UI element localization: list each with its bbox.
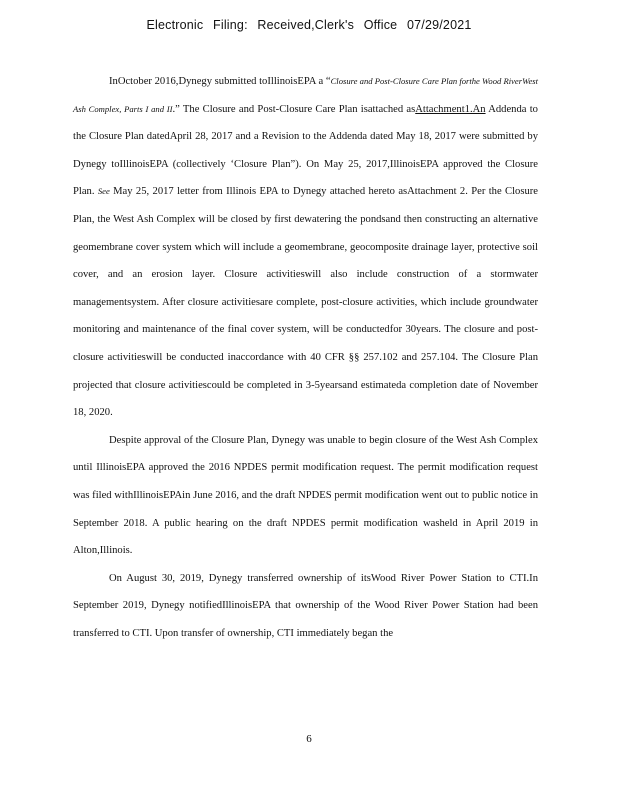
page-number: 6 <box>306 733 312 745</box>
paragraph-npdes-permit: Despite approval of the Closure Plan, Dynegy was unable to begin closure of the West Ash Complex until IllinoisEPA approved the 2016 NPDES permit modification request. The permit modification request was filed withIllinoisEPAin June 2016, and the draft NPDES permit modification went out to public notice in September 2018. A public hearing on the draft NPDES permit modification washeld in April 2019 in Alton,Illinois. <box>73 434 538 557</box>
p1-see-signal: See <box>97 186 110 197</box>
p1-plan-title: Closure and Post-Closure Care Plan forthe Wood RiverWest Ash Complex, Parts I and II <box>73 76 539 114</box>
paragraph-ownership-transfer: On August 30, 2019, Dynegy transferred ownership of itsWood River Power Station to CTI.In September 2019, Dynegy notifiedIllinoisEPA that ownership of the Wood River Power Station had been transferred to CTI. Upon transfer of ownership, CTI immediately began the <box>73 572 538 639</box>
p1-text-e: Addenda to the Closure Plan datedApril 28, 2017 and a Revision to the Addenda dated May 18, 2017 were submitted by Dynegy toIllinoisEPA (collectively ‘Closure Plan”). On May 25, 2017,IllinoisEPA approved the Closure Plan. <box>73 103 538 198</box>
p1-text-a: InOctober 2016,Dynegy submitted toIllinoisEPA a “ <box>109 76 331 87</box>
document-body <box>73 68 538 647</box>
filing-stamp-header: Electronic Filing: Received,Clerk's Office 07/29/2021 <box>146 18 472 32</box>
p1-text-c: .” The Closure and Post-Closure Care Plan isattached as <box>172 103 416 115</box>
p1-text-g: May 25, 2017 letter from Illinois EPA to Dynegy attached hereto asAttachment 2. Per the Closure Plan, the West Ash Complex will be closed by first dewatering the pondsand then constructing an alternative geomembrane cover system which will include a geomembrane, geocomposite drainage layer, protective soil cover, and an erosion layer. Closure activitieswill also include construction of a stormwater managementsystem. After closure activitiesare complete, post-closure activities, which include groundwater monitoring and maintenance of the final cover system, will be conductedfor 30years. The closure and post-closure activitieswill be conducted inaccordance with 40 CFR §§ 257.102 and 257.104. The Closure Plan projected that closure activitiescould be completed in 3-5yearsand estimateda completion date of November 18, 2020. <box>73 186 538 419</box>
paragraph-closure-plan <box>73 68 538 427</box>
attachment-1-reference: Attachment1.An <box>415 103 486 115</box>
